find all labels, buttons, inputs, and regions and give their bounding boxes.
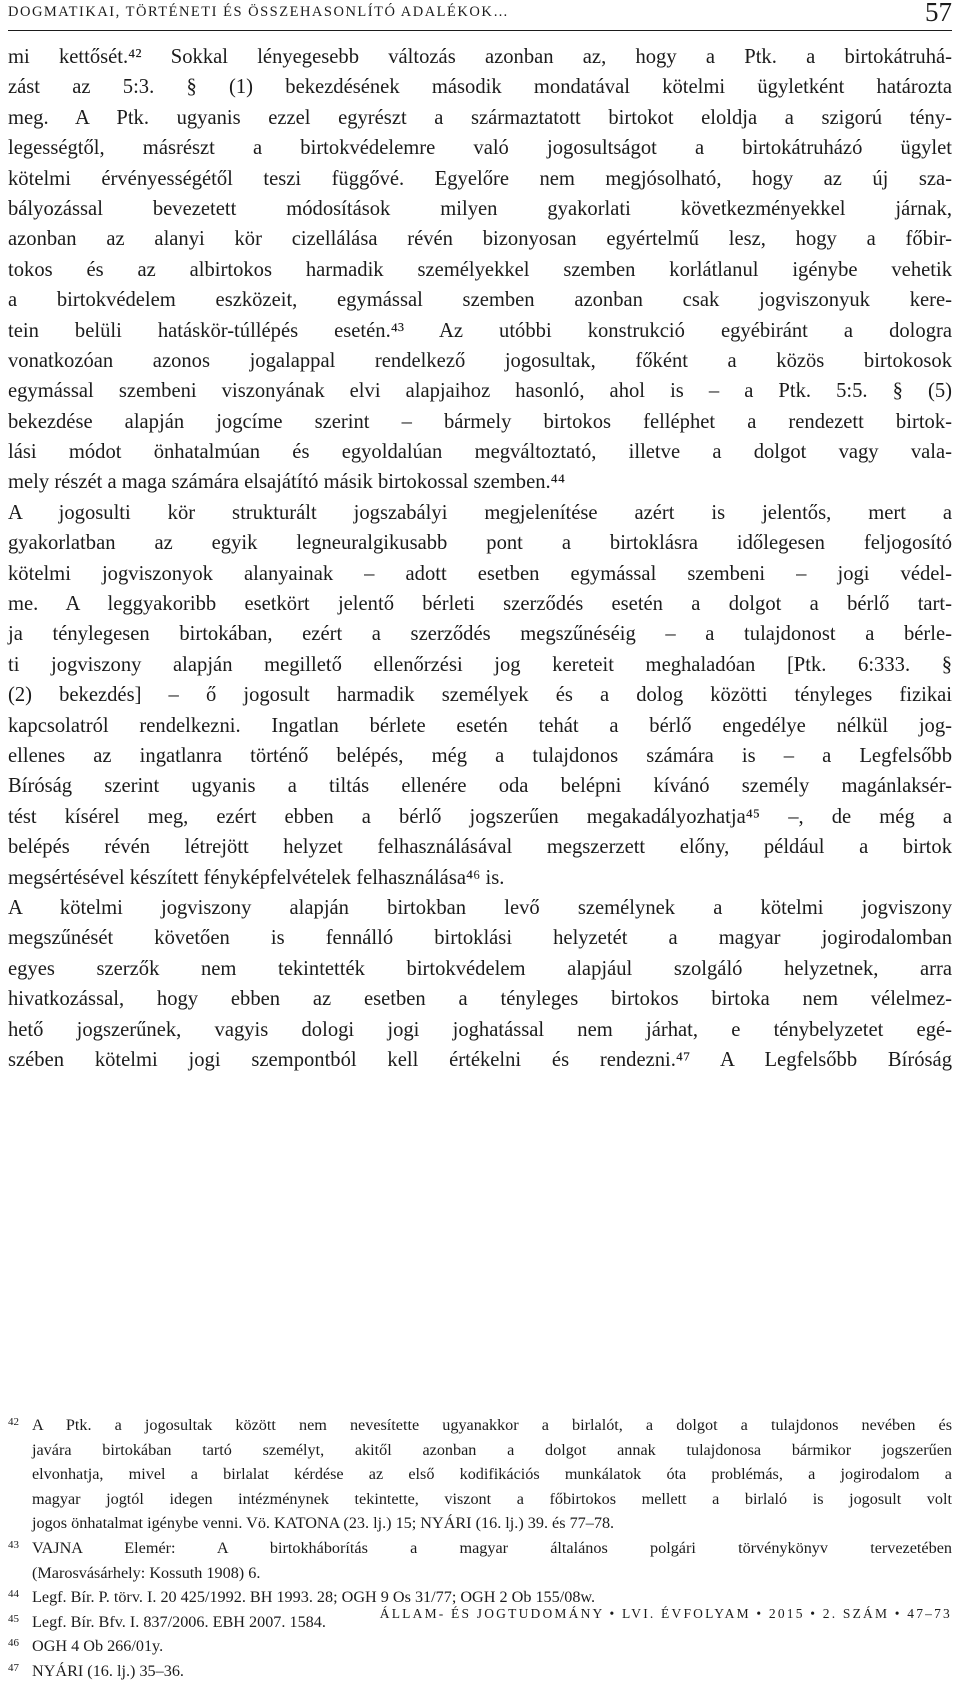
body-line: me. A leggyakoribb esetkört jelentő bérleti szerződés esetén a dolgot a bérlő tart- xyxy=(8,593,952,616)
body-line: a birtokvédelem eszközeit, egymással szemben azonban csak jogviszonyuk kere- xyxy=(8,289,952,312)
footnote-number: 45 xyxy=(8,1612,19,1625)
footnote xyxy=(8,1413,952,1536)
footnote-line: OGH 4 Ob 266/01y. xyxy=(32,1637,164,1656)
body-line: megszűnését követően is fennálló birtoklási helyzetét a magyar jogirodalomban xyxy=(8,927,952,950)
body-line: ellenes az ingatlanra történő belépés, még a tulajdonos számára is – a Legfelsőbb xyxy=(8,744,952,767)
footnote-line: elvonhatja, mivel a birlalat kérdése az első kodifikációs munkálatok óta problémás, a jogirodalom a xyxy=(32,1465,952,1484)
body-line: mely részét a maga számára elsajátító másik birtokossal szemben.⁴⁴ xyxy=(8,471,566,494)
footnote-line: jogos önhatalmat igénybe venni. Vö. KATONA (23. lj.) 15; NYÁRI (16. lj.) 39. és 77–78. xyxy=(32,1514,615,1533)
body-line: kapcsolatról rendelkezni. Ingatlan bérlete esetén tehát a bérlő engedélye nélkül jog- xyxy=(8,714,952,737)
body-line: hivatkozással, hogy ebben az esetben a tényleges birtokos birtoka nem vélelmez- xyxy=(8,988,952,1011)
body-line: belépés révén létrejött helyzet felhasználásával megszerzett előny, például a birtok xyxy=(8,836,952,859)
body-line: ti jogviszony alapján megillető ellenőrzési jog kereteit meghaladóan [Ptk. 6:333. § xyxy=(8,653,952,676)
footnote-number: 46 xyxy=(8,1637,19,1650)
footnote-line: VAJNA Elemér: A birtokháborítás a magyar általános polgári törvénykönyv tervezetében xyxy=(32,1538,952,1557)
body-line: ja ténylegesen birtokában, ezért a szerződés megszűnéséig – a tulajdonost a bérle- xyxy=(8,623,952,646)
footnote-number: 43 xyxy=(8,1538,19,1551)
body-line: vonatkozóan azonos jogalappal rendelkező jogosultak, főként a közös birtokosok xyxy=(8,349,952,372)
body-line: tein belüli hatáskör-túllépés esetén.⁴³ Az utóbbi konstrukció egyébiránt a dologra xyxy=(8,319,952,342)
page-footer xyxy=(8,1606,952,1628)
journal-citation: ÁLLAM- ÉS JOGTUDOMÁNY • LVI. ÉVFOLYAM • 2015 • 2. SZÁM • 47–73 xyxy=(379,1606,952,1621)
footnote-number: 42 xyxy=(8,1416,19,1428)
footnote-line: (Marosvásárhely: Kossuth 1908) 6. xyxy=(32,1563,261,1582)
body-line: Bíróság szerint ugyanis a tiltás ellenére oda belépni kívánó személy magánlaksér- xyxy=(8,775,952,798)
body-line: A jogosulti kör strukturált jogszabályi megjelenítése azért is jelentős, mert a xyxy=(8,501,952,524)
footnote xyxy=(8,1659,952,1684)
body-line: egyes szerzők nem tekintették birtokvédelem alapjául szolgáló helyzetnek, arra xyxy=(8,957,952,980)
body-line: legességtől, másrészt a birtokvédelemre való jogosultságot a birtokátruházó ügylet xyxy=(8,137,952,160)
footnote-line: Legf. Bír. Bfv. I. 837/2006. EBH 2007. 1584. xyxy=(32,1612,326,1631)
footnote-line: A Ptk. a jogosultak között nem nevesítette ugyanakkor a birlalót, a dolgot a tulajdonos nevében és xyxy=(32,1416,952,1434)
body-line: bályozással bevezetett módosítások milyen gyakorlati következményekkel járnak, xyxy=(8,197,952,220)
body-line: meg. A Ptk. ugyanis ezzel egyrészt a származtatott birtokot eloldja a szigorú tény- xyxy=(8,106,952,129)
body-line: szében kötelmi jogi szempontból kell értékelni és rendezni.⁴⁷ A Legfelsőbb Bíróság xyxy=(8,1048,952,1071)
footnote-line: NYÁRI (16. lj.) 35–36. xyxy=(32,1661,184,1680)
footnote-number: 44 xyxy=(8,1588,19,1601)
body-line: tést kísérel meg, ezért ebben a bérlő jogszerűen megakadályozhatja⁴⁵ –, de még a xyxy=(8,805,952,828)
body-line: mi kettősét.⁴² Sokkal lényegesebb változás azonban az, hogy a Ptk. a birtokátruhá- xyxy=(8,46,952,68)
body-line: kötelmi jogviszonyok alanyainak – adott esetben egymással szembeni – jogi védel- xyxy=(8,562,952,585)
body-line: (2) bekezdés] – ő jogosult harmadik személyek és a dolog közötti tényleges fizikai xyxy=(8,684,952,707)
footnotes xyxy=(8,1413,952,1684)
body-line: A kötelmi jogviszony alapján birtokban levő személynek a kötelmi jogviszony xyxy=(8,896,952,919)
body-line: egymással szembeni viszonyának elvi alapjaihoz hasonló, ahol is – a Ptk. 5:5. § (5) xyxy=(8,380,952,403)
body-line: lási módot önhatalmúan és egyoldalúan megváltoztató, illetve a dolgot vagy vala- xyxy=(8,441,952,464)
page-header xyxy=(8,0,952,31)
body-line: kötelmi érvényességétől teszi függővé. Egyelőre nem megjósolható, hogy az új sza- xyxy=(8,167,952,190)
footnote xyxy=(8,1536,952,1585)
body-line: bekezdése alapján jogcíme szerint – bármely birtokos felléphet a rendezett birtok- xyxy=(8,410,952,433)
footnote-line: magyar jogtól idegen intézménynek tekintette, viszont a főbirtokos mellett a birlaló is jogosult volt xyxy=(32,1489,952,1508)
body-line: zást az 5:3. § (1) bekezdésének második mondatával kötelmi ügyletként határozta xyxy=(8,76,952,99)
body-line: hető jogszerűnek, vagyis dologi jogi joghatással nem járhat, e ténybelyzetet egé- xyxy=(8,1018,952,1041)
body-line: gyakorlatban az egyik legneuralgikusabb pont a birtoklásra időlegesen feljogosító xyxy=(8,532,952,555)
body-line: megsértésével készített fényképfelvételek felhasználása⁴⁶ is. xyxy=(8,866,505,889)
footnote xyxy=(8,1634,952,1659)
body-line: azonban az alanyi kör cizellálása révén bizonyosan egyértelmű lesz, hogy a főbir- xyxy=(8,228,952,251)
footnote-line: javára birtokában tartó személyt, akitől azonban a dolgot annak tulajdonosa bármikor jogszerűen xyxy=(32,1440,952,1459)
running-title: DOGMATIKAI, TÖRTÉNETI ÉS ÖSSZEHASONLÍTÓ ADALÉKOK… xyxy=(8,4,510,20)
body-line: tokos és az albirtokos harmadik személyekkel szemben korlátlanul igénybe vehetik xyxy=(8,258,952,281)
footnote-number: 47 xyxy=(8,1661,19,1674)
footnote-line: Legf. Bír. P. törv. I. 20 425/1992. BH 1993. 28; OGH 9 Os 31/77; OGH 2 Ob 155/08w. xyxy=(32,1588,596,1607)
page-number: 57 xyxy=(925,0,952,27)
body-text xyxy=(8,42,952,1075)
